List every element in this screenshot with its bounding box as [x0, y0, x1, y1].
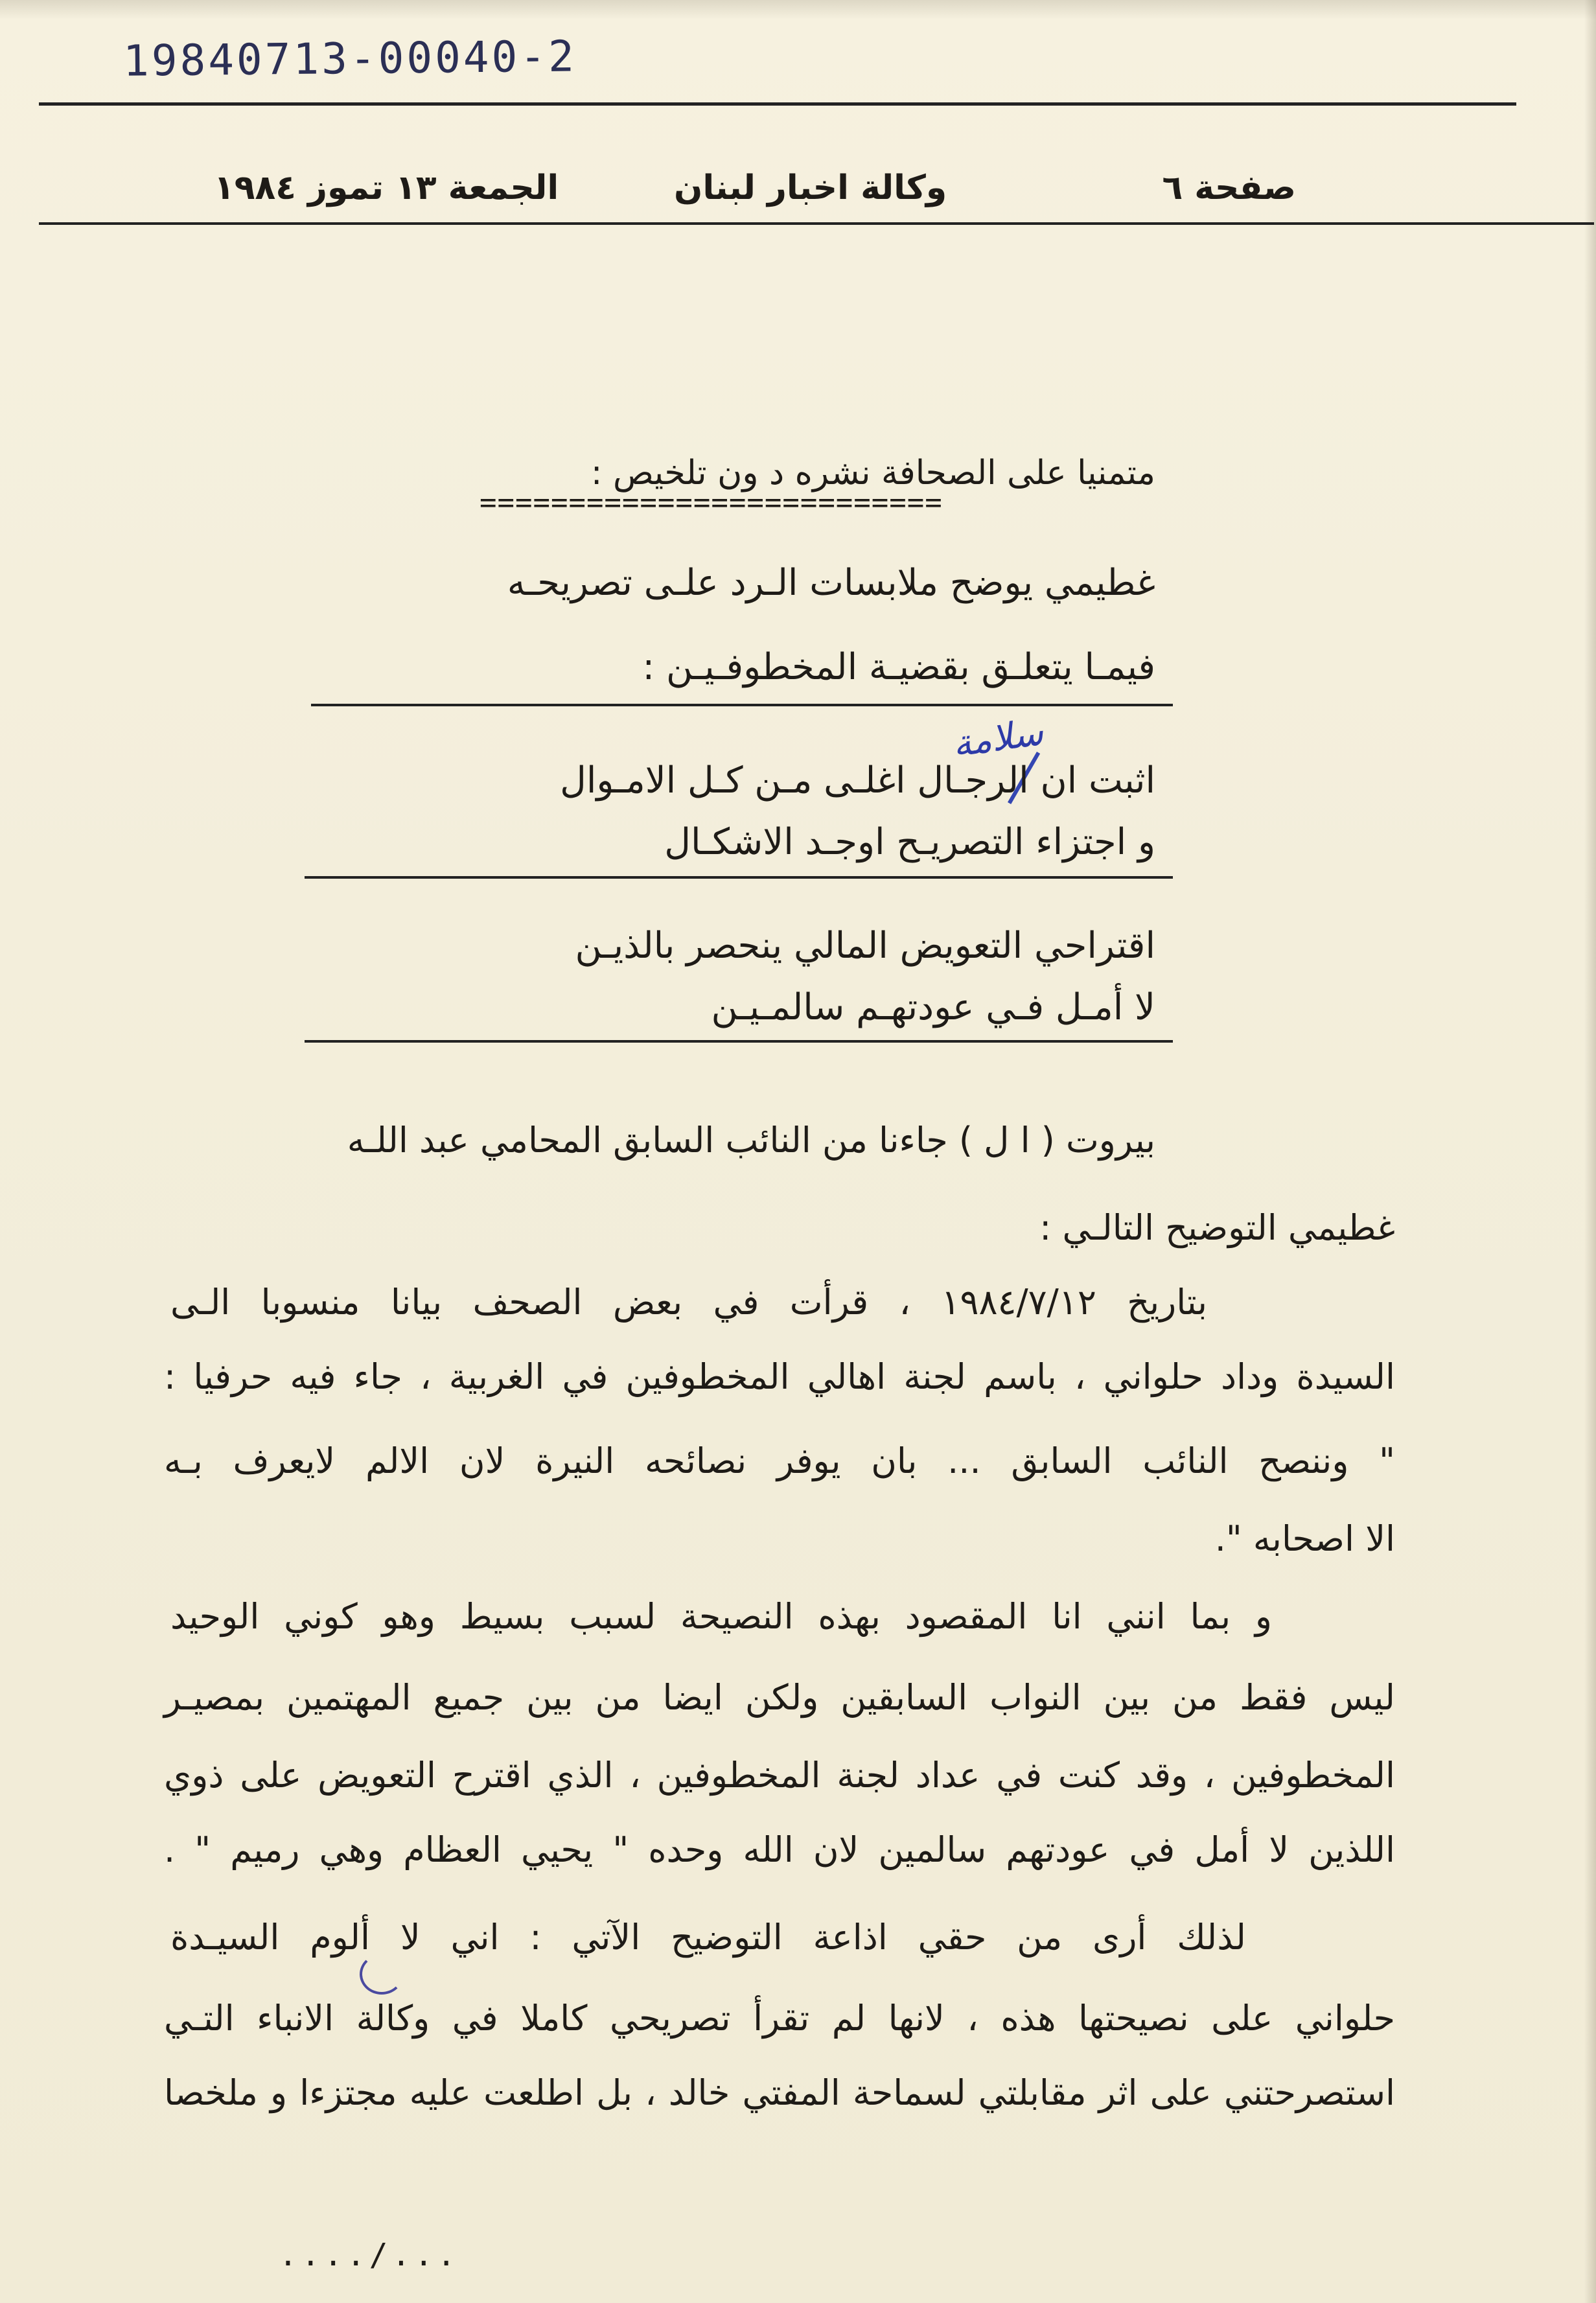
body-line: السيدة وداد حلواني ، باسم لجنة اهالي المخطوفين في الغربية ، جاء فيه حرفيا : [164, 1356, 1395, 1397]
continuation-mark: ..../... [279, 2237, 460, 2273]
headline-line-4: و اجتزاء التصريـح اوجـد الاشكـال [664, 821, 1155, 863]
paper-edge-shadow [1584, 0, 1596, 2303]
body-line: لذلك أرى من حقي اذاعة التوضيح الآتي : اني لا ألوم السيـدة [170, 1917, 1246, 1958]
intro-underline: ========================== [480, 490, 943, 516]
intro-note: متمنيا على الصحافة نشره د ون تلخيص : [590, 454, 1155, 492]
header-rule [39, 222, 1594, 225]
handwritten-annotation: سلامة [949, 711, 1046, 766]
publication-date: الجمعة ١٣ تموز ١٩٨٤ [214, 168, 559, 207]
headline-line-5: اقتراحي التعويض المالي ينحصر بالذيـن [575, 925, 1155, 967]
top-rule [39, 102, 1516, 106]
headline-line-1: غطيمي يوضح ملابسات الـرد علـى تصريحـه [507, 562, 1155, 604]
body-line: استصرحتني على اثر مقابلتي لسماحة المفتي خالد ، بل اطلعت عليه مجتزءا و ملخصا [164, 2072, 1395, 2113]
headline-rule-2 [305, 876, 1173, 879]
headline-line-2: فيمـا يتعلـق بقضيـة المخطوفـيـن : [642, 646, 1155, 688]
handwritten-pen-mark [360, 1954, 404, 1995]
body-line: و بما انني انا المقصود بهذه النصيحة لسبب بسيط وهو كوني الوحيد [170, 1596, 1272, 1637]
body-line: المخطوفين ، وقد كنت في عداد لجنة المخطوفين ، الذي اقترح التعويض على ذوي [164, 1755, 1395, 1796]
body-line: اللذين لا أمل في عودتهم سالمين لان الله وحده " يحيي العظام وهي رميم " . [164, 1829, 1395, 1870]
body-line: الا اصحابه ". [1214, 1518, 1395, 1559]
page-number: صفحة ٦ [1162, 168, 1296, 207]
headline-line-3: اثبت ان الرجـال اغلـى مـن كـل الامـوال [560, 759, 1155, 802]
agency-name: وكالة اخبار لبنان [674, 168, 947, 207]
body-line: بيروت ( ا ل ) جاءنا من النائب السابق المحامي عبد اللـه [347, 1120, 1155, 1161]
body-line: حلواني على نصيحتها هذه ، لانها لم تقرأ تصريحي كاملا في وكالة الانباء التـي [164, 1998, 1395, 2039]
body-line: بتاريخ ١٩٨٤/٧/١٢ ، قرأت في بعض الصحف بيانا منسوبا الـى [170, 1282, 1207, 1323]
body-line: ليس فقط من بين النواب السابقين ولكن ايضا من بين جميع المهتمين بمصيـر [164, 1677, 1395, 1718]
archive-code: 19840713-00040-2 [122, 31, 577, 86]
page-header [194, 162, 1296, 214]
body-line: " وننصح النائب السابق ... بان يوفر نصائحه النيرة لان الالم لايعرف بـه [164, 1441, 1395, 1481]
headline-rule-3 [305, 1040, 1173, 1043]
headline-line-6: لا أمـل فـي عودتهـم سالمـيـن [711, 986, 1155, 1028]
paper-fold-shadow [0, 0, 1596, 19]
body-line: غطيمي التوضيح التالـي : [1039, 1207, 1395, 1248]
